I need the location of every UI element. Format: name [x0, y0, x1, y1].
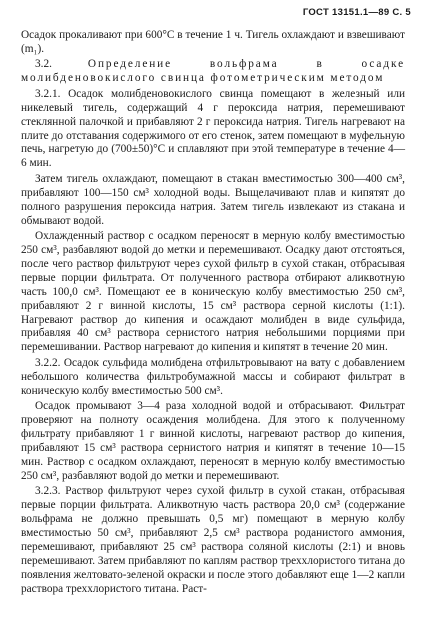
section-number: 3.2. [35, 58, 52, 71]
section-title: Определение вольфрама в осадке молибденовокислого свинца фотометрическим методом [21, 58, 405, 85]
document-body [21, 29, 405, 596]
paragraph-washing: Осадок промывают 3—4 раза холодной водой и отбрасывают. Фильтрат проверяют на полноту осаждения молибдена. Для этого к полученному фильтрату прибавляют 1 г винной кислоты, нагревают раствор до кипения, прибавляют 15 см³ раствора сернистого натрия и кипятят в течение 10—15 мин. Раствор с осадком охлаждают, переносят в мерную колбу вместимостью 250 см³, разбавляют водой до метки и перемешивают. [21, 400, 405, 482]
paragraph-filtration: Охлажденный раствор с осадком переносят в мерную колбу вместимостью 250 см³, разбавляют водой до метки и перемешивают. Осадку дают отстояться, после чего раствор фильтруют через сухой фильтр в сухой стакан, отбрасывая первые порции фильтрата. От полученного раствора отбирают аликвотную часть 100,0 см³. Помещают ее в коническую колбу вместимостью 250 см³, прибавляют 2 г винной кислоты, 15 см³ раствора серной кислоты (1:1). Нагревают раствор до кипения и осаждают молибден в виде сульфида, прибавляя 40 см³ раствора сернистого натрия небольшими порциями при перемешивании. Раствор нагревают до кипения и кипятят в течение 20 мин. [21, 230, 405, 354]
paragraph-3-2-1: 3.2.1. Осадок молибденовокислого свинца помещают в железный или никелевый тигель, содержащий 4 г пероксида натрия, перемешивают стеклянной палочкой и прибавляют 2 г пероксида натрия. Тигель нагревают на плите до отставания содержимого от его стенок, затем помещают в муфельную печь, нагретую до (700±50)°С и сплавляют при этой температуре в течение 4—6 мин. [21, 87, 405, 170]
paragraph-3-2-3: 3.2.3. Раствор фильтруют через сухой фильтр в сухой стакан, отбрасывая первые порции фильтрата. Аликвотную часть раствора 20,0 см³ (содержание вольфрама не должно превышать 0,5 мг) помещают в мерную колбу вместимостью 50 см³, прибавляют 2,5 см³ раствора роданистого аммония, перемешивают, прибавляют 25 см³ раствора соляной кислоты (2:1) и вновь перемешивают. Затем прибавляют по каплям раствор треххлористого титана до появления желтовато-зеленой окраски и после этого добавляют еще 1—2 капли раствора треххлористого титана. Раст- [21, 485, 405, 595]
paragraph-3-2-2: 3.2.2. Осадок сульфида молибдена отфильтровывают на вату с добавлением небольшого количества фильтробумажной массы и собирают фильтрат в коническую колбу вместимостью 500 см³. [21, 356, 405, 397]
section-heading [21, 58, 405, 86]
page-header: ГОСТ 13151.1—89 С. 5 [302, 7, 411, 18]
paragraph-leaching: Затем тигель охлаждают, помещают в стакан вместимостью 300—400 см³, прибавляют 100—150 см³ холодной воды. Выщелачивают плав и кипятят до полного разрушения пероксида натрия. Затем тигель извлекают из стакана и обмывают водой. [21, 172, 405, 227]
paragraph-weighing: Осадок прокаливают при 600°С в течение 1 ч. Тигель охлаждают и взвешивают (m₁). [21, 29, 405, 55]
